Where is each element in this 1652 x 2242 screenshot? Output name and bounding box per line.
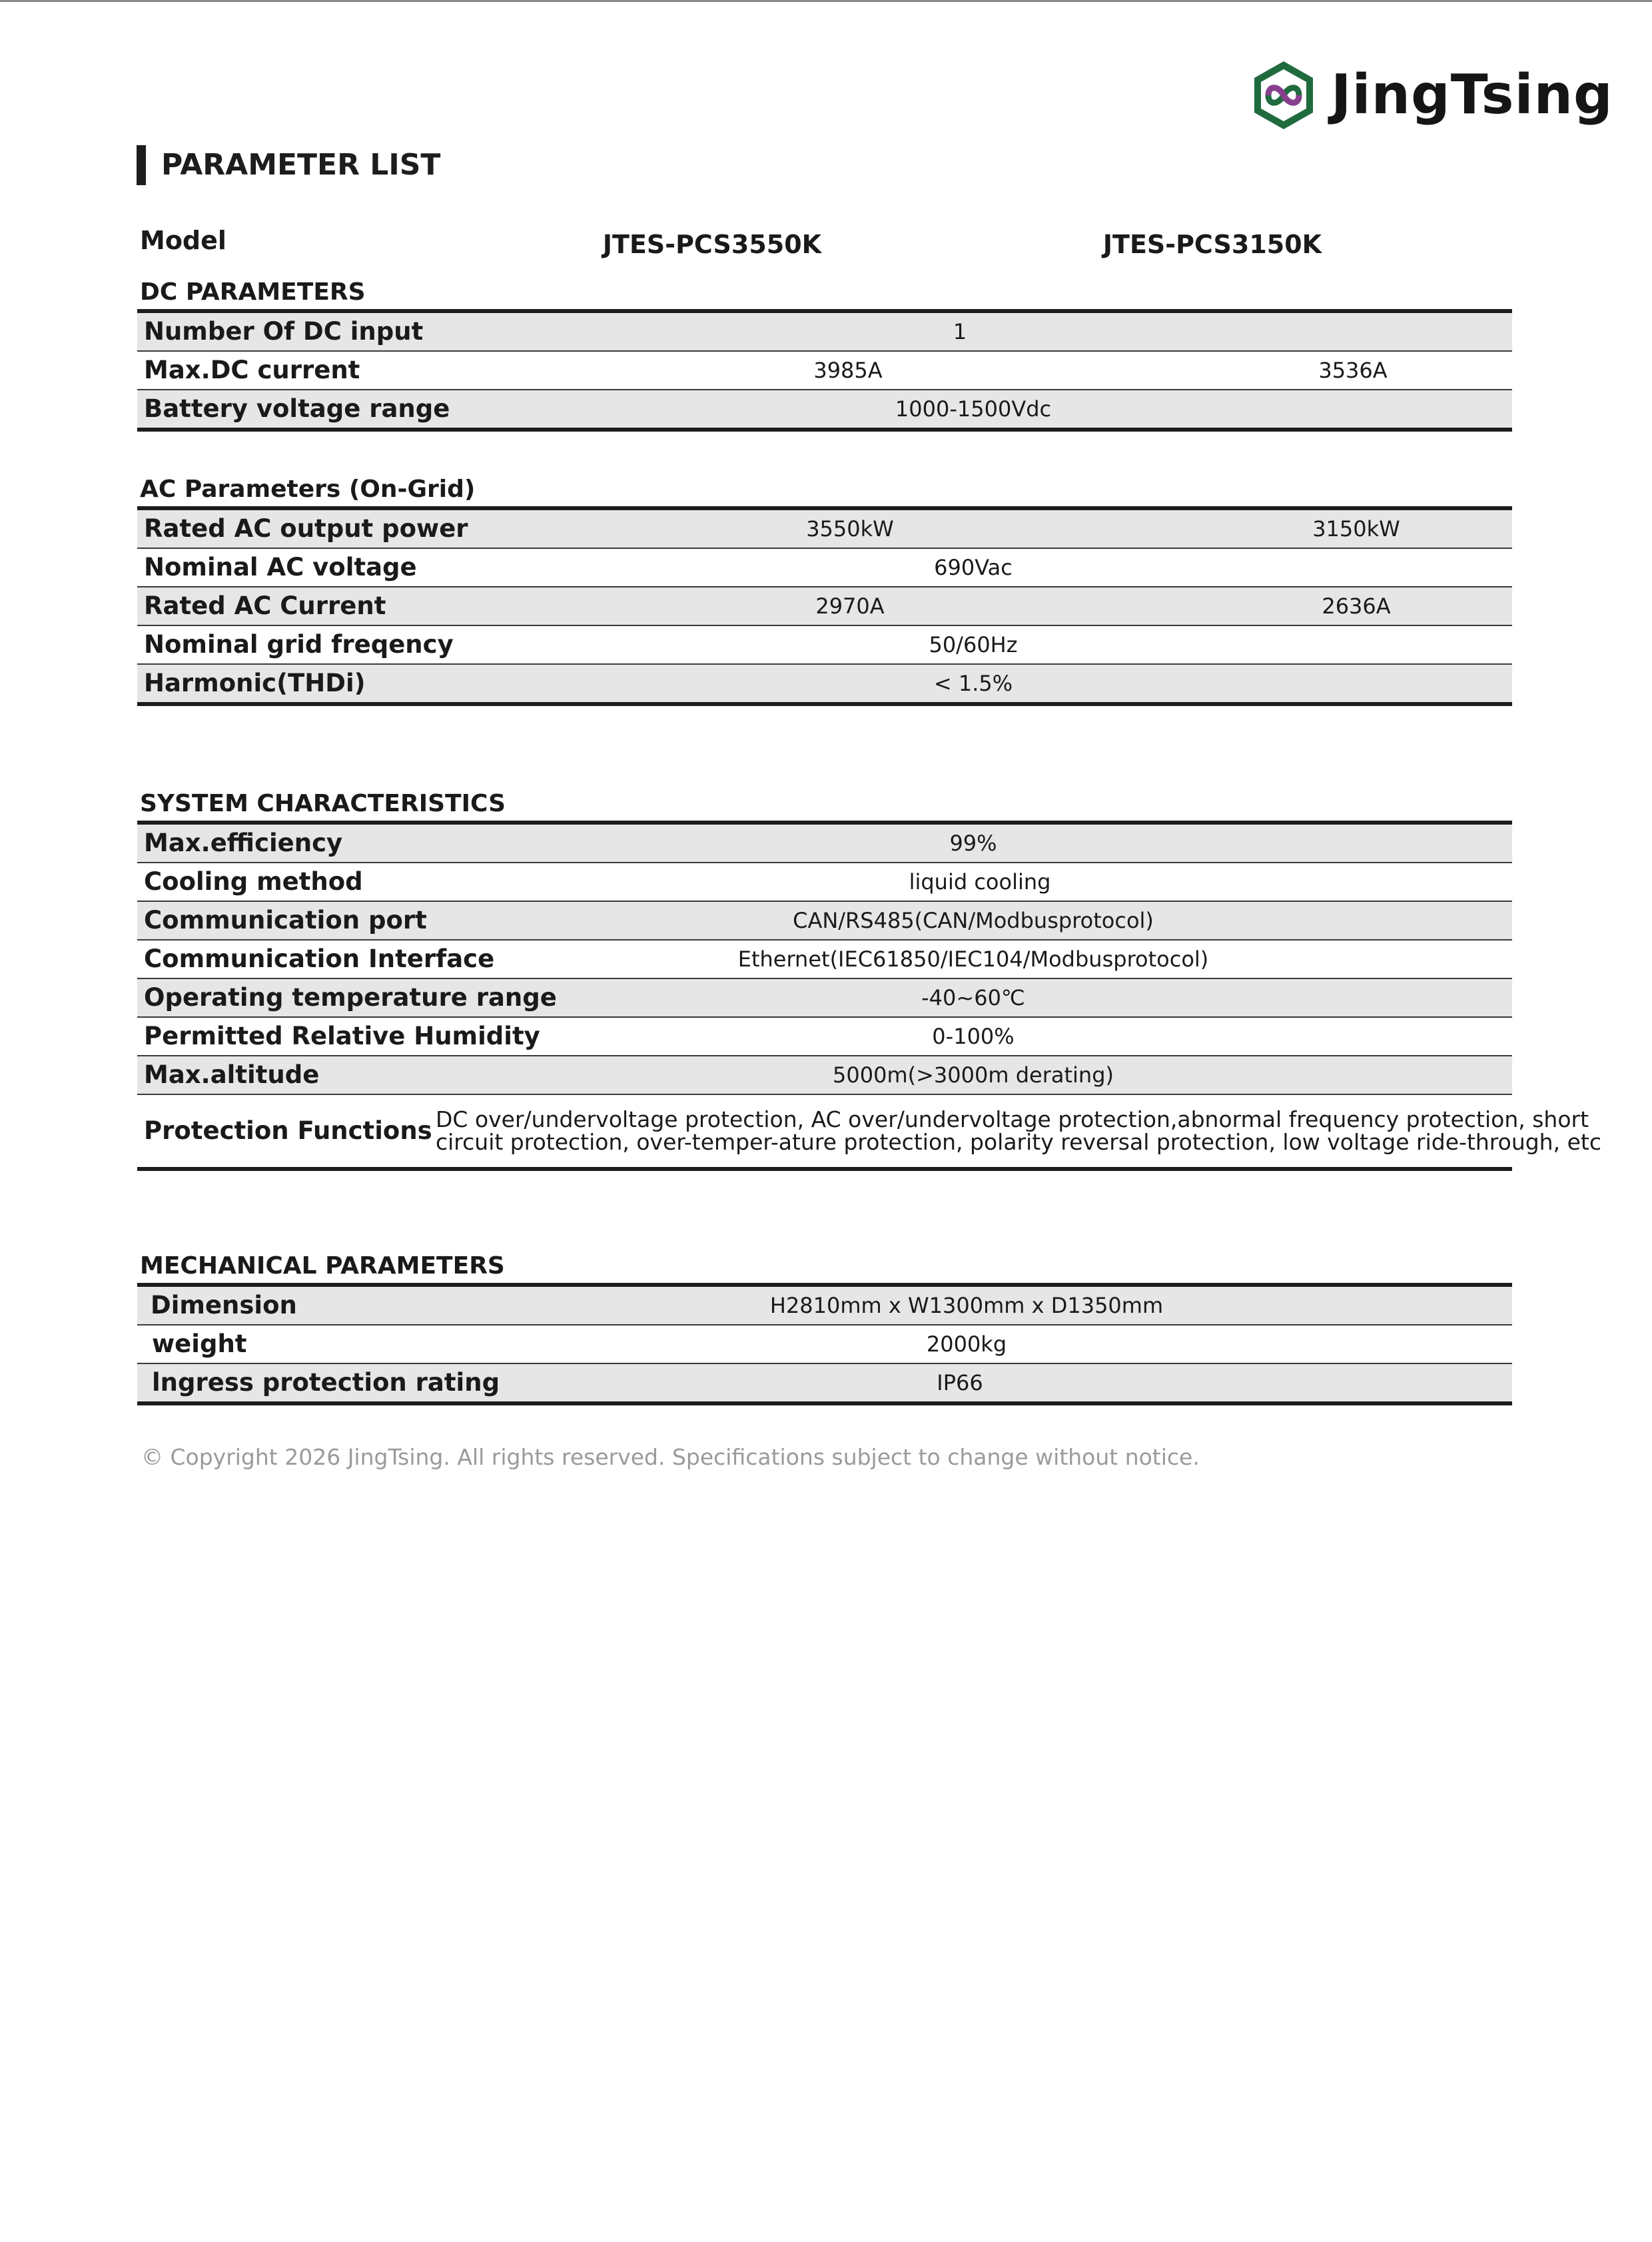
ac-table — [137, 506, 1512, 706]
system-table — [137, 821, 1601, 1171]
row-value: 50/60Hz — [929, 632, 1018, 657]
row-label: Communication port — [144, 906, 427, 934]
row-label: Harmonic(THDi) — [144, 669, 366, 697]
section-heading: MECHANICAL PARAMETERS — [140, 1252, 505, 1280]
table-row — [137, 979, 1512, 1018]
table-row — [137, 825, 1512, 863]
row-value: 2000kg — [926, 1331, 1007, 1357]
row-value: 0-100% — [932, 1024, 1015, 1049]
table-row — [137, 352, 1512, 390]
table-row — [137, 549, 1512, 587]
copyright-notice: © Copyright 2026 JingTsing. All rights reserved. Specifications subject to change without notice. — [141, 1444, 1200, 1470]
row-value: 690Vac — [934, 555, 1013, 580]
table-row — [137, 510, 1512, 549]
ac-parameters-section — [137, 473, 1512, 706]
row-value: < 1.5% — [933, 671, 1013, 696]
table-row — [137, 665, 1512, 702]
table-row — [137, 587, 1512, 626]
section-heading: AC Parameters (On-Grid) — [140, 476, 476, 503]
row-value: 1 — [953, 319, 967, 344]
table-row — [137, 1056, 1512, 1095]
row-label: lngress protection rating — [152, 1368, 500, 1397]
row-label: Number Of DC input — [144, 317, 424, 346]
dc-table — [137, 309, 1512, 432]
row-value: liquid cooling — [909, 869, 1051, 895]
table-row — [137, 313, 1512, 352]
row-value-col2: 3150kW — [1312, 516, 1400, 542]
row-value: CAN/RS485(CAN/Modbusprotocol) — [793, 908, 1154, 933]
row-label: Permitted Relative Humidity — [144, 1022, 540, 1050]
table-row — [137, 1325, 1512, 1364]
row-value-col2: 3536A — [1318, 358, 1388, 383]
row-label: Nominal grid freqency — [144, 630, 454, 659]
model-label: Model — [140, 226, 226, 255]
table-row — [137, 1287, 1512, 1325]
row-label: Rated AC output power — [144, 514, 468, 543]
protection-functions-text — [436, 1106, 1601, 1155]
row-label: Protection Functions — [144, 1116, 432, 1145]
page-title: PARAMETER LIST — [161, 148, 441, 182]
row-label: weight — [152, 1329, 247, 1358]
row-value-col2: 2636A — [1322, 593, 1391, 619]
table-row — [137, 1364, 1512, 1401]
protection-line-2: circuit protection, over-temper-ature protection, polarity reversal protection, low voltage ride-through, etc — [436, 1129, 1601, 1155]
model-column-2: JTES-PCS3150K — [1102, 230, 1322, 259]
row-label: Operating temperature range — [144, 983, 557, 1012]
row-label: Dimension — [151, 1291, 297, 1319]
section-heading: DC PARAMETERS — [140, 278, 366, 306]
row-value: 99% — [949, 831, 997, 856]
system-characteristics-section — [137, 787, 1601, 1171]
model-column-1: JTES-PCS3550K — [602, 230, 822, 259]
row-label: Max.DC current — [144, 356, 360, 384]
table-row — [137, 863, 1512, 902]
top-rule — [0, 0, 1652, 2]
table-row — [137, 390, 1512, 428]
title-accent-bar — [137, 145, 146, 185]
dc-parameters-section — [137, 276, 1512, 432]
table-row-protection — [137, 1095, 1601, 1167]
row-value: IP66 — [937, 1370, 983, 1395]
row-value: Ethernet(IEC61850/IEC104/Modbusprotocol) — [737, 946, 1209, 972]
table-row — [137, 1018, 1512, 1056]
row-label: Nominal AC voltage — [144, 553, 417, 581]
row-label: Communication Interface — [144, 944, 495, 973]
section-heading: SYSTEM CHARACTERISTICS — [140, 790, 506, 817]
brand-logo — [1247, 57, 1613, 133]
row-value-col1: 3550kW — [806, 516, 894, 542]
infinity-loop-icon — [1247, 59, 1320, 132]
mechanical-table — [137, 1283, 1512, 1405]
row-value: -40~60℃ — [921, 985, 1025, 1010]
row-value-col1: 3985A — [813, 358, 883, 383]
table-row — [137, 940, 1512, 979]
row-value: H2810mm x W1300mm x D1350mm — [769, 1293, 1164, 1318]
protection-line-1: DC over/undervoltage protection, AC over/undervoltage protection,abnormal frequency protection, short — [436, 1106, 1589, 1132]
row-label: Cooling method — [144, 867, 363, 896]
brand-name: JingTsing — [1331, 63, 1613, 127]
row-label: Max.efficiency — [144, 829, 343, 857]
table-row — [137, 902, 1512, 940]
row-value: 5000m(>3000m derating) — [833, 1062, 1114, 1088]
row-label: Battery voltage range — [144, 394, 450, 423]
row-label: Max.altitude — [144, 1060, 320, 1089]
mechanical-parameters-section — [137, 1250, 1512, 1405]
row-value: 1000-1500Vdc — [895, 396, 1052, 422]
row-label: Rated AC Current — [144, 591, 386, 620]
table-row — [137, 626, 1512, 665]
row-value-col1: 2970A — [815, 593, 885, 619]
